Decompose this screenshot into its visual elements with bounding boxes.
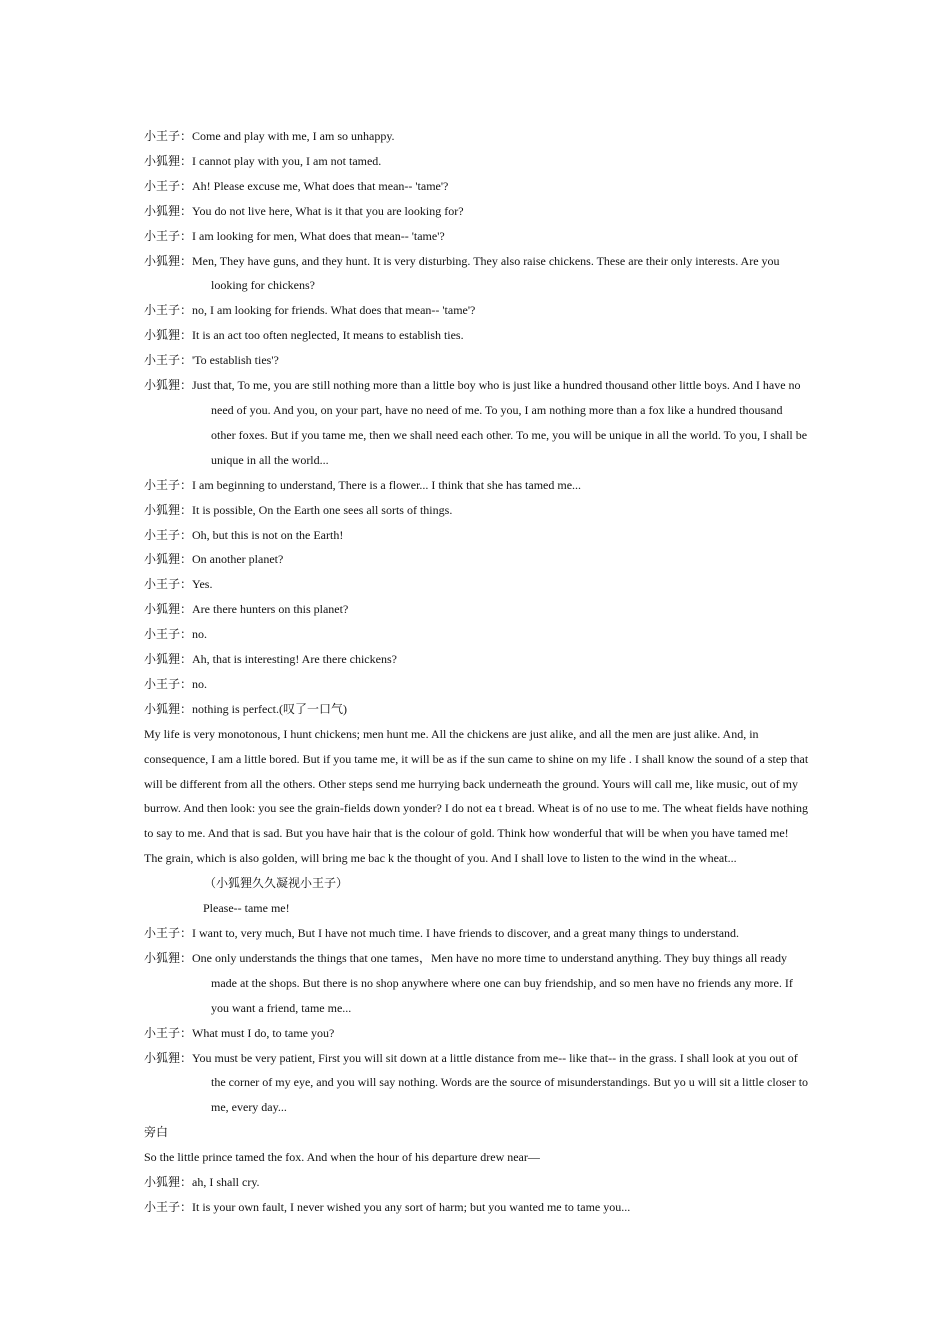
dialog-text: Are there hunters on this planet?: [192, 602, 349, 617]
stage-direction: （小狐狸久久凝视小王子）: [204, 876, 349, 891]
speaker-label: 小狐狸：: [144, 652, 193, 667]
speaker-label: 小狐狸：: [144, 701, 193, 716]
dialog-line: [144, 348, 810, 373]
speaker-label: 小狐狸：: [144, 328, 193, 343]
dialog-line: [144, 946, 810, 1021]
speaker-label: 小狐狸：: [144, 1175, 193, 1190]
dialog-text: Ah! Please excuse me, What does that mean-- 'tame'?: [192, 178, 449, 193]
speaker-label: 小王子：: [144, 627, 193, 642]
dialog-text: ah, I shall cry.: [192, 1175, 260, 1190]
dialog-text: Yes.: [192, 577, 213, 592]
dialog-line: [144, 323, 810, 348]
dialog-line: [144, 124, 810, 149]
speaker-label: 小王子：: [144, 129, 193, 143]
speaker-label: 小狐狸：: [144, 203, 193, 218]
dialog-line: [144, 1046, 810, 1121]
dialog-line: [144, 647, 810, 672]
speaker-label: 小狐狸：: [144, 602, 193, 617]
dialog-text: It is an act too often neglected, It means to establish ties.: [192, 328, 464, 343]
speaker-label: 小王子：: [144, 527, 193, 542]
speaker-label: 小王子：: [144, 577, 193, 592]
speaker-label: 小狐狸：: [144, 950, 193, 965]
dialog-line: [144, 224, 810, 249]
dialog-text: Just that, To me, you are still nothing more than a little boy who is just like a hundred thousand other little boys. And I have no need of you. And you, on your part, have no need of me. To you, I am nothing more than a fox like a hundred thousand other foxes. But if you tame me, then we shall need each other. To me, you will be unique in all the world. To you, I shall be unique in all the world...: [192, 378, 808, 467]
dialog-line: [144, 373, 810, 473]
speaker-label: 小狐狸：: [144, 552, 193, 567]
speaker-label: 小王子：: [144, 303, 193, 318]
speaker-label: 小狐狸：: [144, 378, 193, 393]
fox-plea-line: Please-- tame me!: [203, 901, 290, 916]
narrative-paragraph: My life is very monotonous, I hunt chickens; men hunt me. All the chickens are just alike, and all the men are just alike. And, in consequence, I am a little bored. But if you tame me, it will be as if the sun came to shine on my life . I shall know the sound of a step that will be different from all the others. Other steps send me hurrying back underneath the ground. Yours will call me, like music, out of my burrow. And then look: you see the grain-fields down yonder? I do not ea t bread. Wheat is of no use to me. The wheat fields have nothing to say to me. And that is sad. But you have hair that is the colour of gold. Think how wonderful that will be when you have tamed me! The grain, which is also golden, will bring me bac k the thought of you. And I shall love to listen to the wind in the wheat...: [144, 726, 809, 866]
dialog-line: [144, 498, 810, 523]
dialog-text: I want to, very much, But I have not much time. I have friends to discover, and a great many things to understand.: [192, 926, 740, 940]
dialog-text: no.: [192, 676, 208, 691]
dialog-text: I am beginning to understand, There is a flower... I think that she has tamed me...: [192, 477, 582, 492]
speaker-label: 小王子：: [144, 676, 193, 691]
speaker-label: 小狐狸：: [144, 502, 193, 517]
dialog-text: Men, They have guns, and they hunt. It is very disturbing. They also raise chickens. These are their only interests. Are you looking for chickens?: [192, 253, 780, 293]
dialog-line: [144, 1195, 810, 1220]
dialog-line: [144, 697, 810, 722]
dialog-text: I cannot play with you, I am not tamed.: [192, 153, 382, 168]
dialog-line: [144, 523, 810, 548]
dialog-line: [144, 473, 810, 498]
dialog-text: Oh, but this is not on the Earth!: [192, 527, 344, 542]
dialog-text: What must I do, to tame you?: [192, 1025, 335, 1040]
speaker-label: 小狐狸：: [144, 1050, 193, 1065]
dialog-line: [144, 572, 810, 597]
dialog-line: [144, 199, 810, 224]
speaker-label: 小王子：: [144, 178, 193, 193]
dialog-line: [144, 672, 810, 697]
speaker-label: 小狐狸：: [144, 253, 193, 268]
dialog-text: You must be very patient, First you will sit down at a little distance from me-- like that-- in the grass. I shall look at you out of the corner of my eye, and you will say nothing. Words are the source of misunderstandings. But yo u will sit a little closer to me, every day...: [192, 1050, 809, 1115]
dialog-line: [144, 1170, 810, 1195]
speaker-label: 小王子：: [144, 353, 193, 368]
dialog-line: [144, 1021, 810, 1046]
narrator-heading: 旁白: [144, 1125, 169, 1140]
speaker-label: 小王子：: [144, 1199, 193, 1214]
dialog-text: I am looking for men, What does that mean-- 'tame'?: [192, 228, 445, 243]
dialog-text: One only understands the things that one tames，Men have no more time to understand anything. They buy things all ready made at the shops. But there is no shop anywhere where one can buy friendship, and so men have no friends any more. If you want a friend, tame me...: [192, 950, 793, 1015]
narration-line: So the little prince tamed the fox. And when the hour of his departure drew near—: [144, 1150, 540, 1165]
dialog-text: Come and play with me, I am so unhappy.: [192, 129, 395, 143]
dialog-line: [144, 921, 810, 946]
dialog-line: [144, 149, 810, 174]
dialog-line: [144, 249, 810, 299]
dialog-text: Ah, that is interesting! Are there chickens?: [192, 652, 397, 667]
dialog-text: You do not live here, What is it that you are looking for?: [192, 203, 464, 218]
speaker-label: 小王子：: [144, 926, 193, 940]
dialog-text: no.: [192, 627, 208, 642]
dialog-text: It is your own fault, I never wished you any sort of harm; but you wanted me to tame you...: [192, 1199, 631, 1214]
dialog-line: [144, 622, 810, 647]
dialog-line: [144, 174, 810, 199]
speaker-label: 小王子：: [144, 228, 193, 243]
dialog-text: On another planet?: [192, 552, 284, 567]
speaker-label: 小王子：: [144, 1025, 193, 1040]
dialog-text: It is possible, On the Earth one sees all sorts of things.: [192, 502, 453, 517]
dialog-line: [144, 298, 810, 323]
speaker-label: 小狐狸：: [144, 153, 193, 168]
speaker-label: 小王子：: [144, 477, 193, 492]
dialog-text: no, I am looking for friends. What does that mean-- 'tame'?: [192, 303, 476, 318]
dialog-line: [144, 597, 810, 622]
script-body: [144, 124, 810, 1220]
dialog-text: 'To establish ties'?: [192, 353, 279, 368]
dialog-text: nothing is perfect.(叹了一口气): [192, 701, 347, 716]
dialog-line: [144, 547, 810, 572]
